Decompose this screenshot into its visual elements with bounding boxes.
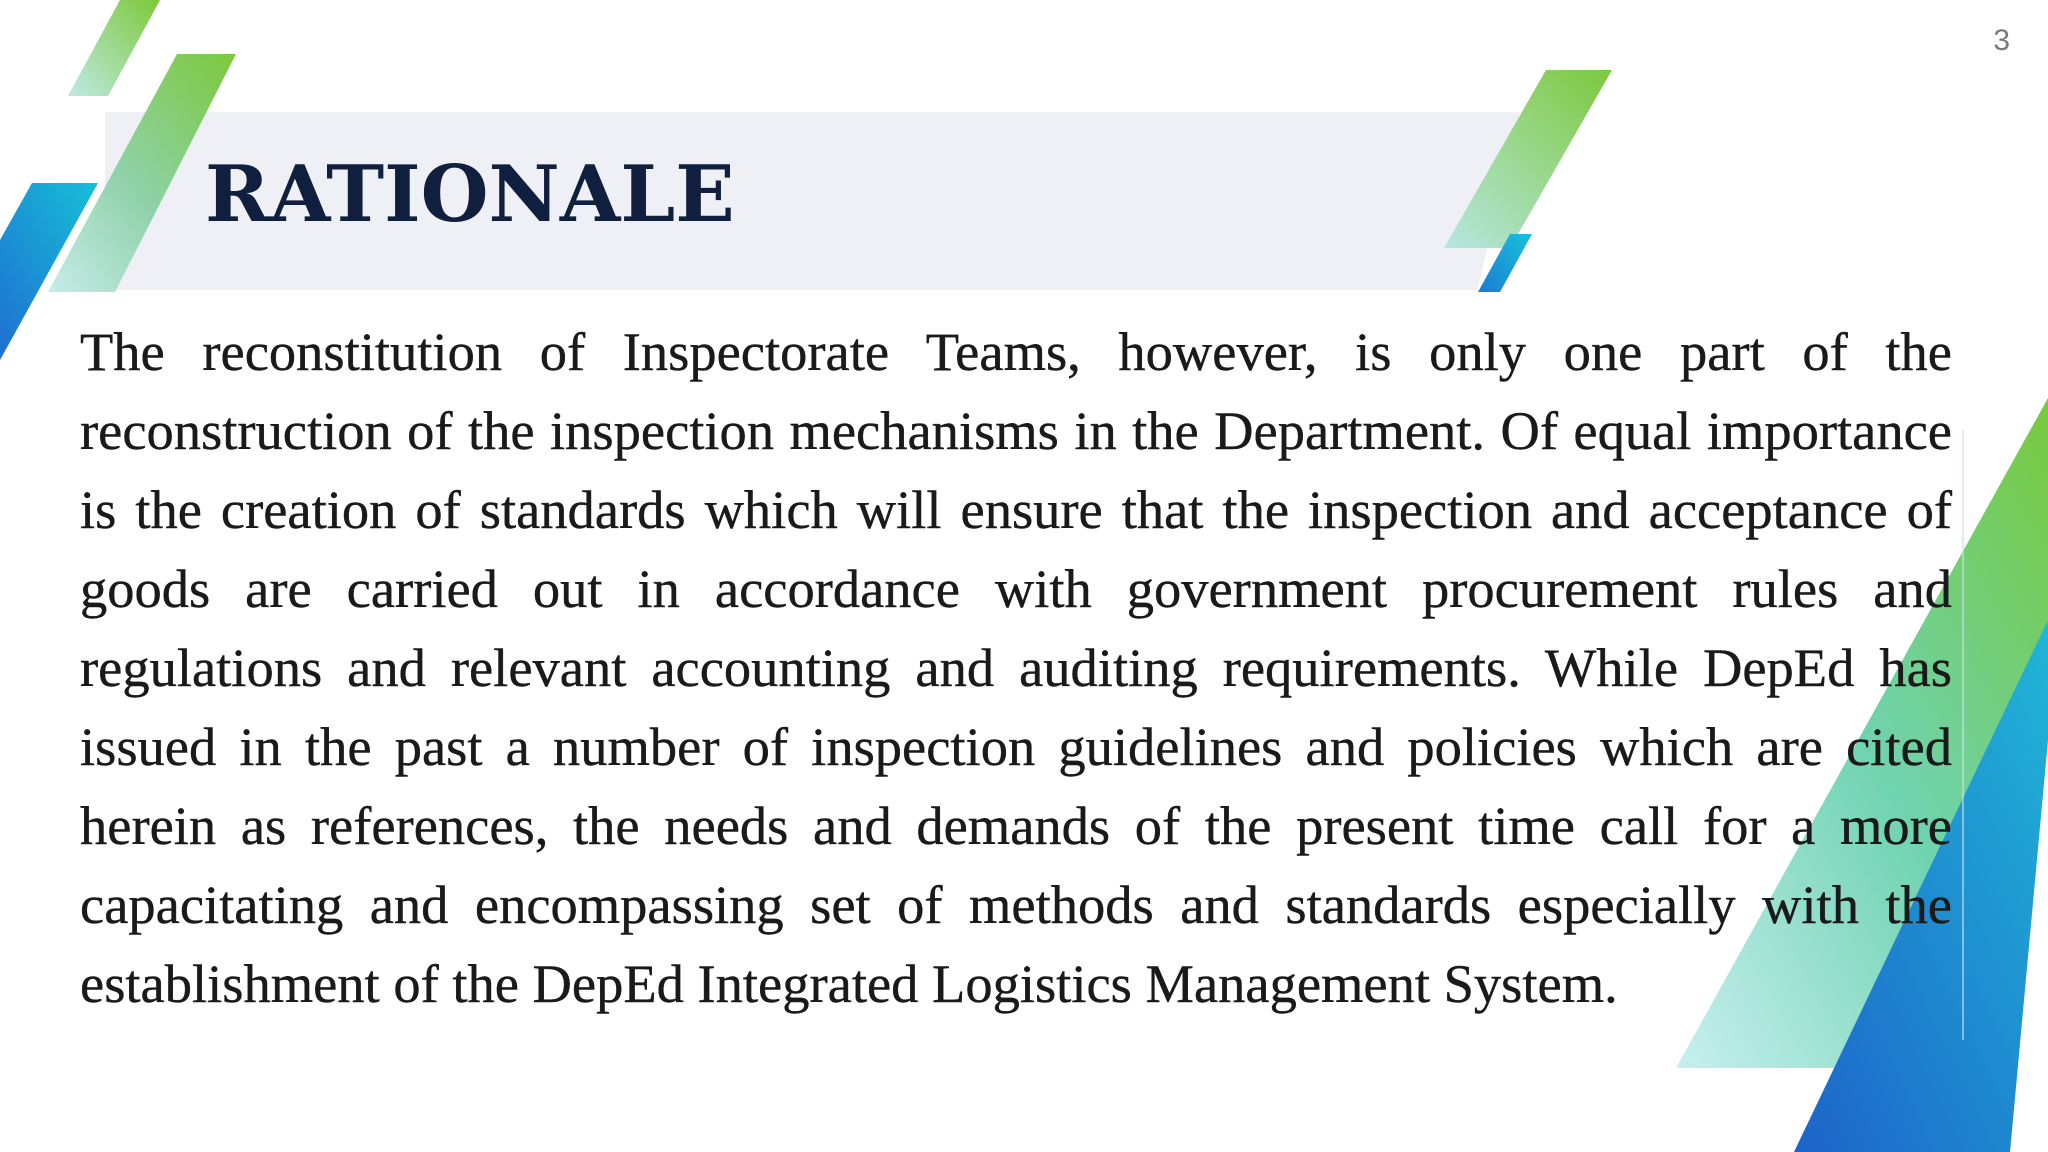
slide-title: RATIONALE [205,149,735,240]
page-number: 3 [1993,24,2010,57]
stripe-top-right [1444,70,1612,248]
divider-line [1962,430,1964,1040]
stripe-top-left [68,0,160,96]
rationale-paragraph: The reconstitution of Inspectorate Teams, however, is only one part of the reconstruction of the inspection mechanisms in the Department. Of equal importance is the creation of standards which will ensure that the inspection and acceptance of goods are carried out in accordance with government procurement rules and regulations and relevant accounting and auditing requirements. While DepEd has issued in the past a number of inspection guidelines and policies which are cited herein as references, the needs and demands of the present time call for a more capacitating and encompassing set of methods and standards especially with the establishment of the DepEd Integrated Logistics Management System. [80,321,1952,1014]
